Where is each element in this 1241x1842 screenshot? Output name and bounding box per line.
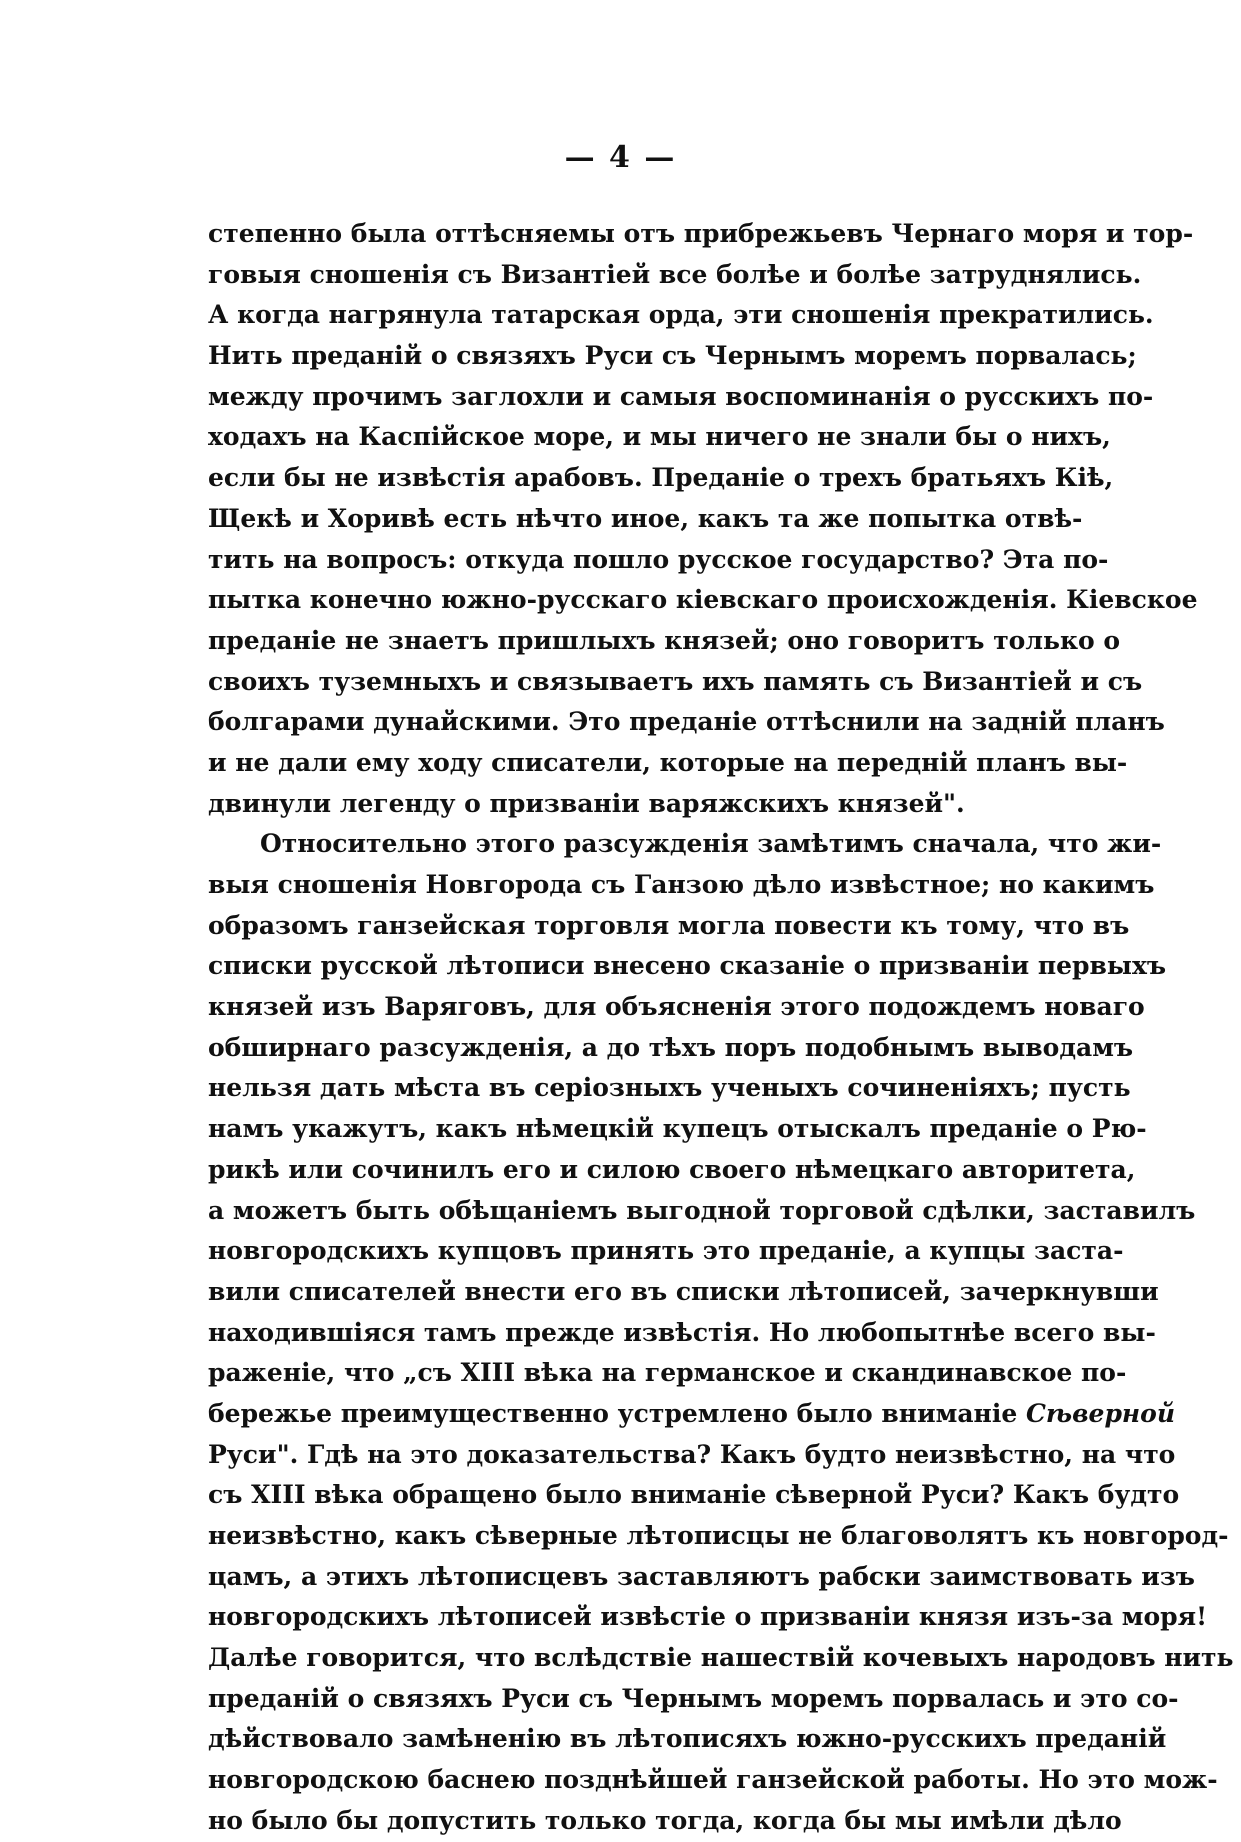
text-line: князей изъ Варяговъ, для объясненія этого подождемъ новаго — [208, 992, 1145, 1022]
text-line: съ XIII вѣка обращено было вниманіе сѣверной Руси? Какъ будто — [208, 1480, 1180, 1510]
text-line: выя сношенія Новгорода съ Ганзою дѣло извѣстное; но какимъ — [208, 870, 1155, 899]
text-line: степенно была оттѣсняемы отъ прибрежьевъ Чернаго моря и тор- — [208, 219, 1194, 248]
text-line: рикѣ или сочинилъ его и силою своего нѣмецкаго авторитета, — [208, 1154, 1136, 1184]
text-line: говыя сношенія съ Византіей все болѣе и болѣе затруднялись. — [208, 259, 1142, 289]
text-line: новгородскою баснею позднѣйшей ганзейской работы. Но это мож- — [208, 1765, 1218, 1795]
text-line: цамъ, а этихъ лѣтописцевъ заставляютъ рабски заимствовать изъ — [208, 1561, 1195, 1591]
text-line: но было бы допустить только тогда, когда бы мы имѣли дѣло — [208, 1805, 1122, 1835]
text-line: дѣйствовало замѣненію въ лѣтописяхъ южно-русскихъ преданій — [208, 1724, 1167, 1754]
text-line: неизвѣстно, какъ сѣверные лѣтописцы не благоволятъ къ новгород- — [208, 1521, 1229, 1550]
text-line: нельзя дать мѣста въ серіозныхъ ученыхъ сочиненіяхъ; пусть — [208, 1073, 1131, 1103]
text-line-paragraph-start: Относительно этого разсужденія замѣтимъ сначала, что жи- — [260, 829, 1162, 859]
text-line: Нить преданій о связяхъ Руси съ Чернымъ моремъ порвалась; — [208, 341, 1137, 371]
text-line: болгарами дунайскими. Это преданіе оттѣснили на задній планъ — [208, 707, 1165, 737]
text-line: Руси". Гдѣ на это доказательства? Какъ будто неизвѣстно, на что — [208, 1439, 1176, 1469]
text-line: образомъ ганзейская торговля могла повести къ тому, что въ — [208, 910, 1130, 940]
text-line: преданій о связяхъ Руси съ Чернымъ моремъ порвалась и это со- — [208, 1683, 1179, 1713]
text-line: новгородскихъ лѣтописей извѣстіе о призваніи князя изъ-за моря! — [208, 1602, 1208, 1632]
text-line: а можетъ быть обѣщаніемъ выгодной торговой сдѣлки, заставилъ — [208, 1195, 1196, 1225]
text-line: тить на вопросъ: откуда пошло русское государство? Эта по- — [208, 544, 1109, 574]
text-line: новгородскихъ купцовъ принять это преданіе, а купцы заста- — [208, 1236, 1124, 1266]
text-line: находившіяся тамъ прежде извѣстія. Но любопытнѣе всего вы- — [208, 1317, 1156, 1347]
italic-phrase: Сѣверной — [1025, 1398, 1176, 1428]
text-line: Щекѣ и Хоривѣ есть нѣчто иное, какъ та же попытка отвѣ- — [208, 503, 1083, 533]
text-line: намъ укажутъ, какъ нѣмецкій купецъ отыскалъ преданіе о Рю- — [208, 1114, 1147, 1144]
text-line: своихъ туземныхъ и связываетъ ихъ память съ Византіей и съ — [208, 666, 1143, 696]
text-line: обширнаго разсужденія, а до тѣхъ поръ подобнымъ выводамъ — [208, 1032, 1134, 1062]
text-line: ходахъ на Каспійское море, и мы ничего не знали бы о нихъ, — [208, 422, 1111, 452]
text-line: А когда нагрянула татарская орда, эти сношенія прекратились. — [208, 300, 1154, 330]
text-line: пытка конечно южно-русскаго кіевскаго происхожденія. Кіевское — [208, 585, 1198, 615]
text-line: списки русской лѣтописи внесено сказаніе о призваніи первыхъ — [208, 951, 1167, 981]
body-text — [208, 214, 1234, 1842]
text-line: если бы не извѣстія арабовъ. Преданіе о трехъ братьяхъ Кіѣ, — [208, 463, 1114, 493]
text-line: и не дали ему ходу списатели, которые на передній планъ вы- — [208, 747, 1128, 777]
text-line: Далѣе говорится, что вслѣдствіе нашествій кочевыхъ народовъ нить — [208, 1643, 1234, 1673]
text-segment: бережье преимущественно устремлено было вниманіе — [208, 1398, 1018, 1428]
page-number: — 4 — — [564, 140, 677, 175]
text-line: между прочимъ заглохли и самыя воспоминанія о русскихъ по- — [208, 381, 1154, 411]
text-line: преданіе не знаетъ пришлыхъ князей; оно говоритъ только о — [208, 625, 1121, 655]
text-line-paragraph-end: двинули легенду о призваніи варяжскихъ князей". — [208, 788, 965, 818]
text-line: вили списателей внести его въ списки лѣтописей, зачеркнувши — [208, 1276, 1159, 1306]
text-line-with-italic — [208, 1394, 1176, 1435]
text-line: раженіе, что „съ XIII вѣка на германское и скандинавское по- — [208, 1358, 1127, 1388]
